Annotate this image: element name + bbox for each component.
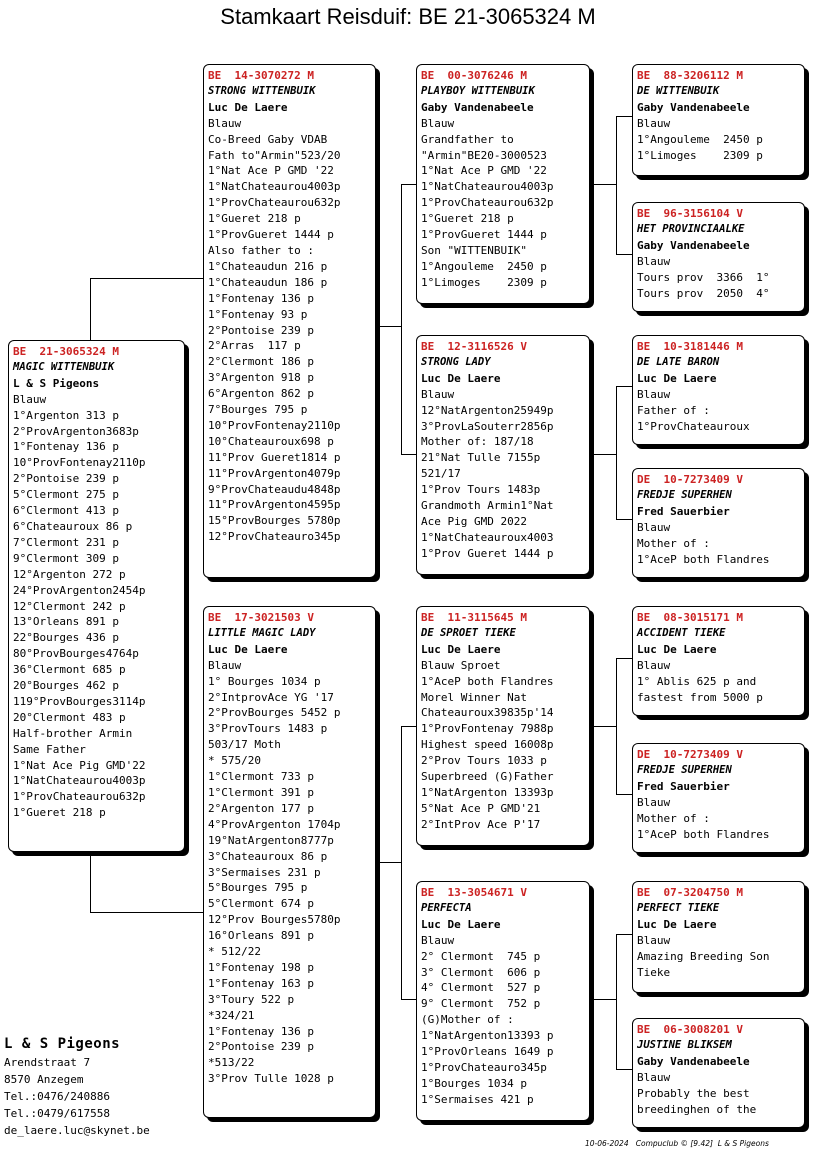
pigeon-name: FREDJE SUPERHEN — [637, 488, 732, 501]
connector-line — [594, 726, 616, 727]
connector-line — [616, 519, 632, 520]
ring-number: DE 10-7273409 V — [637, 748, 743, 761]
pigeon-detail-line: 1°Limoges 2309 p — [421, 275, 547, 289]
pigeon-detail-line: 2°ProvArgenton3683p — [13, 424, 139, 438]
connector-line — [616, 934, 617, 1069]
pigeon-detail-line: 1° Ablis 625 p and — [637, 674, 757, 688]
connector-line — [616, 116, 632, 117]
connector-line — [90, 852, 91, 912]
pigeon-detail-line: 521/17 — [421, 467, 461, 481]
pigeon-detail-line: 1°Chateaudun 216 p — [208, 259, 328, 273]
pigeon-detail-line: * 512/22 — [208, 945, 261, 959]
breeder-email: de_laere.luc@skynet.be — [4, 1124, 150, 1137]
pigeon-detail-line: 2°Arras 117 p — [208, 339, 301, 353]
pigeon-owner: L & S Pigeons — [13, 376, 100, 390]
pigeon-name: DE WITTENBUIK — [637, 84, 720, 97]
pigeon-name: LITTLE MAGIC LADY — [208, 626, 316, 639]
pigeon-detail-line: 1°ProvFontenay 7988p — [421, 722, 554, 736]
pigeon-detail-line: 2°ProvBourges 5452 p — [208, 706, 341, 720]
ring-number: BE 11-3115645 M — [421, 611, 527, 624]
pigeon-detail-line: Tours prov 2050 4° — [637, 286, 770, 300]
pigeon-detail-line: 1°Fontenay 136 p — [208, 291, 314, 305]
connector-line — [90, 278, 204, 279]
pigeon-owner: Gaby Vandenabeele — [637, 1054, 750, 1068]
pigeon-card-fmf — [632, 335, 805, 445]
pigeon-detail-line: 9° Clermont 752 p — [421, 997, 541, 1011]
pigeon-detail-line: 1°Nat Ace P GMD '22 — [421, 164, 547, 178]
pigeon-detail-line: 11°ProvArgenton4595p — [208, 498, 341, 512]
pigeon-detail-line: 1°Bourges 1034 p — [421, 1076, 527, 1090]
pigeon-card-father — [203, 64, 376, 578]
pigeon-owner: Luc De Laere — [637, 371, 717, 385]
pigeon-detail-line: 19°NatArgenton8777p — [208, 833, 334, 847]
pigeon-detail-line: 2°Prov Tours 1033 p — [421, 754, 547, 768]
pigeon-detail-line: Blauw — [637, 520, 671, 534]
pigeon-detail-line: 22°Bourges 436 p — [13, 631, 119, 645]
page-title: Stamkaart Reisduif: BE 21-3065324 M — [220, 4, 596, 29]
pigeon-name: PERFECT TIEKE — [637, 901, 720, 914]
pigeon-detail-line: fastest from 5000 p — [637, 690, 763, 704]
ring-number: BE 17-3021503 V — [208, 611, 314, 624]
pigeon-owner: Fred Sauerbier — [637, 779, 730, 793]
pigeon-detail-line: Blauw — [637, 387, 671, 401]
pigeon-detail-line: 5°Clermont 674 p — [208, 897, 314, 911]
connector-line — [616, 658, 617, 794]
pigeon-detail-line: 5°Clermont 275 p — [13, 488, 119, 502]
pigeon-detail-line: 4° Clermont 527 p — [421, 981, 541, 995]
pigeon-detail-line: Blauw — [637, 1070, 671, 1084]
connector-line — [401, 726, 417, 727]
pigeon-detail-line: 13°Orleans 891 p — [13, 615, 119, 629]
pigeon-detail-line: Father of : — [637, 403, 710, 417]
ring-number: DE 10-7273409 V — [637, 473, 743, 486]
pigeon-name: FREDJE SUPERHEN — [637, 763, 732, 776]
pigeon-name: MAGIC WITTENBUIK — [13, 360, 115, 373]
ring-number: BE 00-3076246 M — [421, 69, 527, 82]
pigeon-name: DE SPROET TIEKE — [421, 626, 516, 639]
pigeon-detail-line: 1°ProvChateaurou632p — [13, 790, 146, 804]
pigeon-name: DE LATE BARON — [637, 355, 720, 368]
pigeon-detail-line: 1°Fontenay 93 p — [208, 307, 308, 321]
pigeon-owner: Luc De Laere — [421, 371, 501, 385]
connector-line — [401, 184, 417, 185]
pigeon-detail-line: 2°Pontoise 239 p — [208, 1040, 314, 1054]
pigeon-detail-line: Mother of: 187/18 — [421, 435, 534, 449]
pigeon-detail-line: 3°ProvLaSouterr2856p — [421, 419, 554, 433]
pigeon-detail-line: 1°NatChateaurou4003p — [421, 180, 554, 194]
pigeon-detail-line: 1°Gueret 218 p — [13, 806, 106, 820]
pigeon-detail-line: * 575/20 — [208, 754, 261, 768]
pigeon-card-mm — [416, 881, 590, 1121]
connector-line — [401, 454, 417, 455]
pigeon-detail-line: 3°Sermaises 231 p — [208, 865, 321, 879]
pigeon-owner: Luc De Laere — [421, 642, 501, 656]
ring-number: BE 08-3015171 M — [637, 611, 743, 624]
pigeon-detail-line: Tours prov 3366 1° — [637, 270, 770, 284]
pigeon-detail-line: Fath to"Armin"523/20 — [208, 148, 341, 162]
pigeon-detail-line: Blauw — [421, 933, 455, 947]
connector-line — [401, 999, 417, 1000]
pigeon-detail-line: Blauw — [637, 658, 671, 672]
pigeon-detail-line: 1°AceP both Flandres — [637, 827, 770, 841]
pigeon-detail-line: 1°Prov Tours 1483p — [421, 483, 541, 497]
pigeon-detail-line: 9°Clermont 309 p — [13, 551, 119, 565]
pigeon-detail-line: 24°ProvArgenton2454p — [13, 583, 146, 597]
pigeon-detail-line: 1°ProvChateaurou632p — [208, 196, 341, 210]
pigeon-detail-line: 9°ProvChateaudu4848p — [208, 482, 341, 496]
pigeon-detail-line: Chateauroux39835p'14 — [421, 706, 554, 720]
pigeon-detail-line: 6°Argenton 862 p — [208, 387, 314, 401]
pigeon-card-mmf — [632, 881, 805, 993]
pigeon-detail-line: 1°Fontenay 198 p — [208, 960, 314, 974]
pigeon-detail-line: 1°NatArgenton13393 p — [421, 1029, 554, 1043]
pigeon-detail-line: Tieke — [637, 965, 671, 979]
pigeon-owner: Gaby Vandenabeele — [637, 238, 750, 252]
pigeon-card-fm — [416, 335, 590, 575]
pigeon-detail-line: Highest speed 16008p — [421, 738, 554, 752]
connector-line — [616, 254, 632, 255]
pigeon-detail-line: 1°Argenton 313 p — [13, 408, 119, 422]
pigeon-detail-line: Same Father — [13, 742, 86, 756]
pigeon-card-mmm — [632, 1018, 805, 1128]
pigeon-detail-line: "Armin"BE20-3000523 — [421, 148, 547, 162]
pigeon-detail-line: 1°ProvGueret 1444 p — [208, 228, 334, 242]
pigeon-detail-line: 1°Prov Gueret 1444 p — [421, 546, 554, 560]
pigeon-detail-line: Blauw Sproet — [421, 658, 501, 672]
pigeon-detail-line: 1°Sermaises 421 p — [421, 1092, 534, 1106]
pigeon-detail-line: 1°Chateaudun 186 p — [208, 275, 328, 289]
pigeon-detail-line: 2°IntprovAce YG '17 — [208, 690, 334, 704]
breeder-name: L & S Pigeons — [4, 1036, 121, 1052]
breeder-city: 8570 Anzegem — [4, 1073, 84, 1086]
pigeon-detail-line: *324/21 — [208, 1008, 255, 1022]
pigeon-detail-line: 1°NatChateauroux4003 — [421, 530, 554, 544]
pigeon-detail-line: Also father to : — [208, 243, 314, 257]
ring-number: BE 12-3116526 V — [421, 340, 527, 353]
pigeon-name: JUSTINE BLIKSEM — [637, 1038, 732, 1051]
pigeon-name: PERFECTA — [421, 901, 472, 914]
ring-number: BE 21-3065324 M — [13, 345, 119, 358]
pigeon-detail-line: 6°Chateauroux 86 p — [13, 519, 133, 533]
pigeon-detail-line: breedinghen of the — [637, 1102, 757, 1116]
pigeon-detail-line: 1°Angouleme 2450 p — [637, 132, 763, 146]
pigeon-detail-line: Ace Pig GMD 2022 — [421, 514, 527, 528]
pigeon-detail-line: Co-Breed Gaby VDAB — [208, 132, 328, 146]
pigeon-detail-line: 1°NatChateaurou4003p — [13, 774, 146, 788]
connector-line — [616, 386, 617, 519]
pigeon-card-ff — [416, 64, 590, 304]
pigeon-card-fmm — [632, 468, 805, 578]
pigeon-card-mf — [416, 606, 590, 846]
pigeon-detail-line: 2° Clermont 745 p — [421, 949, 541, 963]
pigeon-card-mfm — [632, 743, 805, 853]
pigeon-detail-line: 1°Limoges 2309 p — [637, 148, 763, 162]
connector-line — [594, 454, 616, 455]
pigeon-detail-line: Amazing Breeding Son — [637, 949, 770, 963]
pigeon-detail-line: 3°Chateauroux 86 p — [208, 849, 328, 863]
pigeon-detail-line: Mother of : — [637, 811, 710, 825]
connector-line — [401, 184, 402, 454]
connector-line — [616, 116, 617, 254]
pigeon-owner: Luc De Laere — [421, 917, 501, 931]
pigeon-detail-line: Blauw — [208, 116, 242, 130]
pigeon-detail-line: 6°Clermont 413 p — [13, 504, 119, 518]
pigeon-card-ffm — [632, 202, 805, 312]
connector-line — [90, 912, 204, 913]
pigeon-name: PLAYBOY WITTENBUIK — [421, 84, 535, 97]
pigeon-detail-line: 1°AceP both Flandres — [637, 552, 770, 566]
pigeon-detail-line: 1°ProvChateauro345p — [421, 1060, 547, 1074]
pigeon-detail-line: 3°ProvTours 1483 p — [208, 722, 328, 736]
connector-line — [380, 326, 402, 327]
pigeon-detail-line: 20°Bourges 462 p — [13, 679, 119, 693]
pigeon-detail-line: 1°Angouleme 2450 p — [421, 259, 547, 273]
pigeon-detail-line: 3° Clermont 606 p — [421, 965, 541, 979]
pigeon-owner: Gaby Vandenabeele — [637, 100, 750, 114]
pigeon-detail-line: 10°ProvFontenay2110p — [13, 456, 146, 470]
ring-number: BE 06-3008201 V — [637, 1023, 743, 1036]
ring-number: BE 10-3181446 M — [637, 340, 743, 353]
pigeon-detail-line: 1°Nat Ace Pig GMD'22 — [13, 758, 146, 772]
pigeon-detail-line: Blauw — [208, 658, 242, 672]
ring-number: BE 13-3054671 V — [421, 886, 527, 899]
pigeon-detail-line: Blauw — [637, 254, 671, 268]
connector-line — [401, 726, 402, 999]
pigeon-detail-line: Grandmoth Armin1°Nat — [421, 499, 554, 513]
pigeon-detail-line: 5°Nat Ace P GMD'21 — [421, 801, 541, 815]
pigeon-detail-line: 3°Toury 522 p — [208, 992, 295, 1006]
pigeon-detail-line: 11°Prov Gueret1814 p — [208, 450, 341, 464]
pigeon-detail-line: 1°ProvGueret 1444 p — [421, 228, 547, 242]
connector-line — [616, 794, 632, 795]
pigeon-card-mff — [632, 606, 805, 716]
pigeon-detail-line: 16°Orleans 891 p — [208, 929, 314, 943]
ring-number: BE 14-3070272 M — [208, 69, 314, 82]
pigeon-detail-line: 12°ProvChateauro345p — [208, 530, 341, 544]
pigeon-detail-line: 1°Fontenay 136 p — [13, 440, 119, 454]
pigeon-detail-line: 1°Fontenay 136 p — [208, 1024, 314, 1038]
pigeon-detail-line: 1°Fontenay 163 p — [208, 976, 314, 990]
pigeon-detail-line: 2°IntProv Ace P'17 — [421, 817, 541, 831]
ring-number: BE 07-3204750 M — [637, 886, 743, 899]
pigeon-detail-line: 1°Clermont 733 p — [208, 770, 314, 784]
connector-line — [380, 862, 402, 863]
pigeon-detail-line: 1° Bourges 1034 p — [208, 674, 321, 688]
breeder-info — [4, 1034, 150, 1139]
pigeon-owner: Fred Sauerbier — [637, 504, 730, 518]
pigeon-detail-line: 4°ProvArgenton 1704p — [208, 817, 341, 831]
pigeon-detail-line: 80°ProvBourges4764p — [13, 647, 139, 661]
connector-line — [594, 999, 616, 1000]
pigeon-owner: Luc De Laere — [637, 917, 717, 931]
pigeon-detail-line: Blauw — [421, 387, 455, 401]
pigeon-detail-line: Blauw — [13, 392, 47, 406]
pigeon-name: ACCIDENT TIEKE — [637, 626, 726, 639]
pigeon-detail-line: Blauw — [637, 933, 671, 947]
pigeon-detail-line: Blauw — [637, 795, 671, 809]
pigeon-detail-line: 21°Nat Tulle 7155p — [421, 451, 541, 465]
connector-line — [616, 658, 632, 659]
pigeon-detail-line: 3°Prov Tulle 1028 p — [208, 1072, 334, 1086]
pigeon-detail-line: *513/22 — [208, 1056, 255, 1070]
pigeon-name: STRONG LADY — [421, 355, 491, 368]
pigeon-detail-line: 7°Bourges 795 p — [208, 403, 308, 417]
ring-number: BE 96-3156104 V — [637, 207, 743, 220]
pigeon-detail-line: 11°ProvArgenton4079p — [208, 466, 341, 480]
breeder-phone-2: Tel.:0479/617558 — [4, 1107, 110, 1120]
pigeon-detail-line: 1°ProvOrleans 1649 p — [421, 1045, 554, 1059]
connector-line — [594, 184, 616, 185]
pigeon-detail-line: 1°Nat Ace P GMD '22 — [208, 164, 334, 178]
pigeon-owner: Luc De Laere — [208, 642, 288, 656]
pigeon-detail-line: 10°Chateauroux698 p — [208, 434, 334, 448]
pigeon-owner: Luc De Laere — [637, 642, 717, 656]
pigeon-detail-line: 1°NatChateaurou4003p — [208, 180, 341, 194]
pigeon-detail-line: Half-brother Armin — [13, 726, 133, 740]
pigeon-detail-line: 2°Pontoise 239 p — [208, 323, 314, 337]
pigeon-detail-line: 1°AceP both Flandres — [421, 674, 554, 688]
pigeon-owner: Luc De Laere — [208, 100, 288, 114]
ring-number: BE 88-3206112 M — [637, 69, 743, 82]
pigeon-detail-line: 12°NatArgenton25949p — [421, 403, 554, 417]
footer-print-info: 10-06-2024 Compuclub © [9.42] L & S Pigeons — [585, 1139, 769, 1148]
pigeon-card-fff — [632, 64, 805, 176]
pigeon-detail-line: 2°Pontoise 239 p — [13, 472, 119, 486]
connector-line — [616, 386, 632, 387]
pigeon-detail-line: 3°Argenton 918 p — [208, 371, 314, 385]
pigeon-detail-line: 2°Clermont 186 p — [208, 355, 314, 369]
pigeon-detail-line: 1°Gueret 218 p — [208, 212, 301, 226]
pigeon-detail-line: Blauw — [421, 116, 455, 130]
pigeon-detail-line: 503/17 Moth — [208, 738, 281, 752]
pigeon-detail-line: Grandfather to — [421, 132, 514, 146]
pigeon-detail-line: Morel Winner Nat — [421, 690, 527, 704]
pigeon-detail-line: Mother of : — [637, 536, 710, 550]
pigeon-detail-line: Superbreed (G)Father — [421, 770, 554, 784]
breeder-phone-1: Tel.:0476/240886 — [4, 1090, 110, 1103]
pigeon-detail-line: Blauw — [637, 116, 671, 130]
pigeon-detail-line: 10°ProvFontenay2110p — [208, 418, 341, 432]
pigeon-detail-line: Son "WITTENBUIK" — [421, 243, 527, 257]
pigeon-detail-line: 1°Clermont 391 p — [208, 785, 314, 799]
pigeon-name: HET PROVINCIAALKE — [637, 222, 745, 235]
pigeon-detail-line: 12°Clermont 242 p — [13, 599, 126, 613]
pigeon-card-mother — [203, 606, 376, 1118]
pigeon-detail-line: 36°Clermont 685 p — [13, 663, 126, 677]
pigeon-detail-line: 15°ProvBourges 5780p — [208, 514, 341, 528]
connector-line — [616, 1069, 632, 1070]
pigeon-detail-line: 119°ProvBourges3114p — [13, 694, 146, 708]
pigeon-detail-line: Probably the best — [637, 1086, 750, 1100]
pigeon-detail-line: 12°Argenton 272 p — [13, 567, 126, 581]
pigeon-name: STRONG WITTENBUIK — [208, 84, 316, 97]
breeder-street: Arendstraat 7 — [4, 1056, 91, 1069]
connector-line — [616, 934, 632, 935]
pigeon-detail-line: (G)Mother of : — [421, 1013, 514, 1027]
pigeon-detail-line: 1°NatArgenton 13393p — [421, 785, 554, 799]
pigeon-detail-line: 7°Clermont 231 p — [13, 535, 119, 549]
pigeon-detail-line: 2°Argenton 177 p — [208, 801, 314, 815]
pigeon-detail-line: 5°Bourges 795 p — [208, 881, 308, 895]
pigeon-owner: Gaby Vandenabeele — [421, 100, 534, 114]
pigeon-detail-line: 1°ProvChateauroux — [637, 419, 750, 433]
connector-line — [90, 278, 91, 340]
pigeon-detail-line: 12°Prov Bourges5780p — [208, 913, 341, 927]
pigeon-card-main — [8, 340, 185, 852]
pigeon-detail-line: 1°Gueret 218 p — [421, 212, 514, 226]
pigeon-detail-line: 1°ProvChateaurou632p — [421, 196, 554, 210]
pigeon-detail-line: 20°Clermont 483 p — [13, 710, 126, 724]
